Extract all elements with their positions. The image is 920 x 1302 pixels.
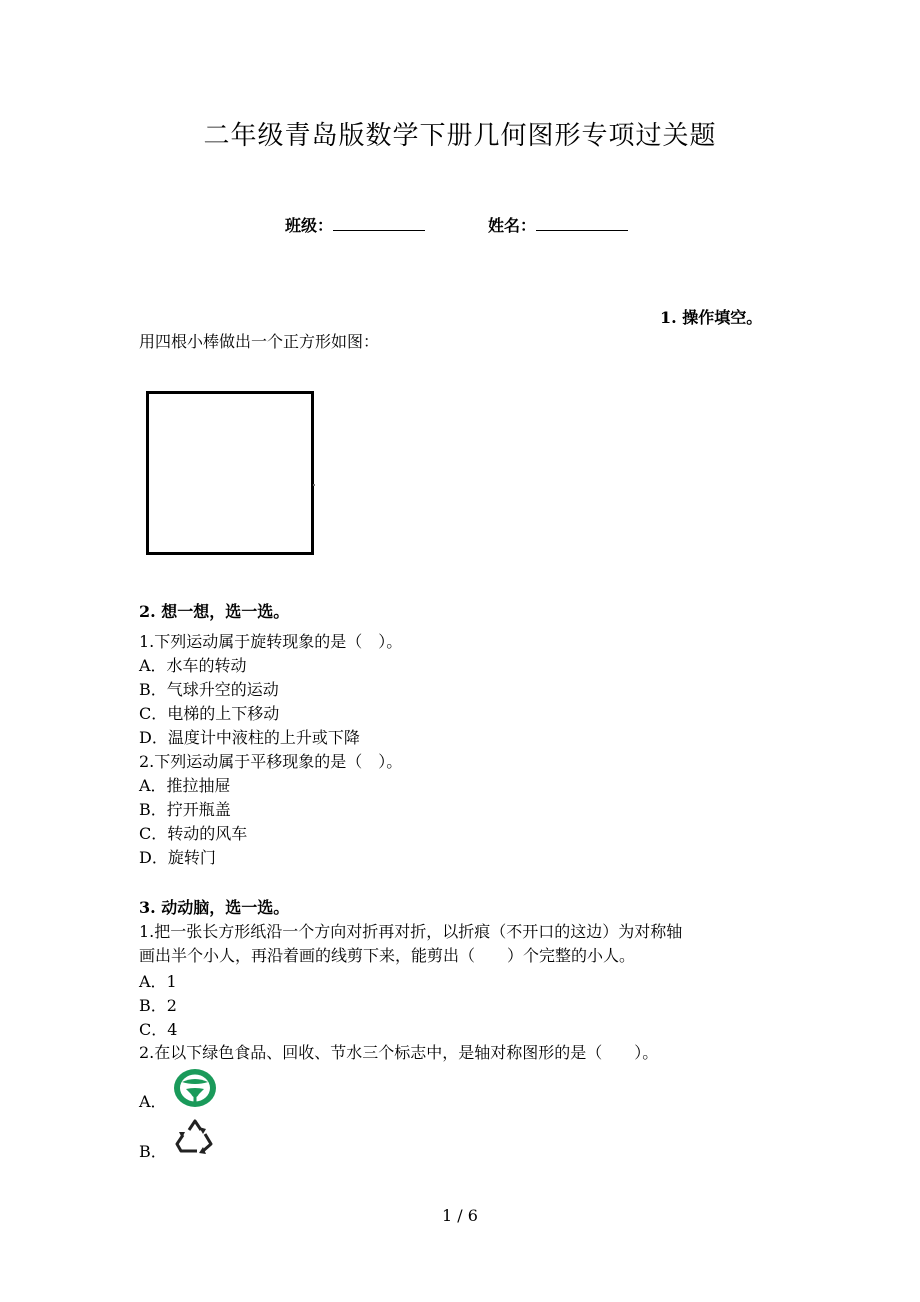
section-3-heading: 3. 动动脑，选一选。 [139, 898, 290, 917]
question-line: 2.在以下绿色食品、回收、节水三个标志中，是轴对称图形的是（ ）。 [139, 1043, 659, 1062]
section-2-heading: 2. 想一想，选一选。 [139, 602, 290, 621]
question-line: 1.把一张长方形纸沿一个方向对折再对折，以折痕（不开口的这边）为对称轴 [139, 922, 683, 941]
green-food-icon [172, 1067, 218, 1109]
option-line: C．转动的风车 [139, 824, 248, 843]
option-line: D．温度计中液柱的上升或下降 [139, 728, 360, 747]
name-blank[interactable] [536, 214, 628, 231]
recycle-icon [173, 1118, 217, 1156]
option-line: C．电梯的上下移动 [139, 704, 280, 723]
name-label: 姓名： [488, 216, 537, 235]
class-blank[interactable] [333, 214, 425, 231]
option-line: D．旋转门 [139, 848, 216, 867]
question-line: 画出半个小人，再沿着画的线剪下来，能剪出（ ）个完整的小人。 [139, 946, 636, 965]
option-line: A．水车的转动 [139, 656, 247, 675]
page-number: 1 / 6 [442, 1206, 478, 1225]
option-line: A．推拉抽屉 [139, 776, 231, 795]
option-line: B．2 [139, 996, 177, 1015]
option-line: A． [139, 1092, 167, 1111]
question-line: 2.下列运动属于平移现象的是（ ）。 [139, 752, 403, 771]
option-line: B．气球升空的运动 [139, 680, 279, 699]
page-title: 二年级青岛版数学下册几何图形专项过关题 [203, 121, 717, 151]
question-line: 1.下列运动属于旋转现象的是（ ）。 [139, 632, 403, 651]
option-line: C．4 [139, 1020, 178, 1039]
option-line: B．拧开瓶盖 [139, 800, 231, 819]
option-line: B． [139, 1142, 167, 1161]
name-field [488, 214, 628, 238]
class-label: 班级： [285, 216, 334, 235]
figure-dot [313, 484, 315, 486]
section-1-heading: 1. 操作填空。 [660, 308, 763, 327]
section-1-text: 用四根小棒做出一个正方形如图： [139, 332, 380, 351]
option-line: A．1 [139, 972, 177, 991]
class-field [285, 214, 425, 238]
square-figure [146, 391, 314, 555]
